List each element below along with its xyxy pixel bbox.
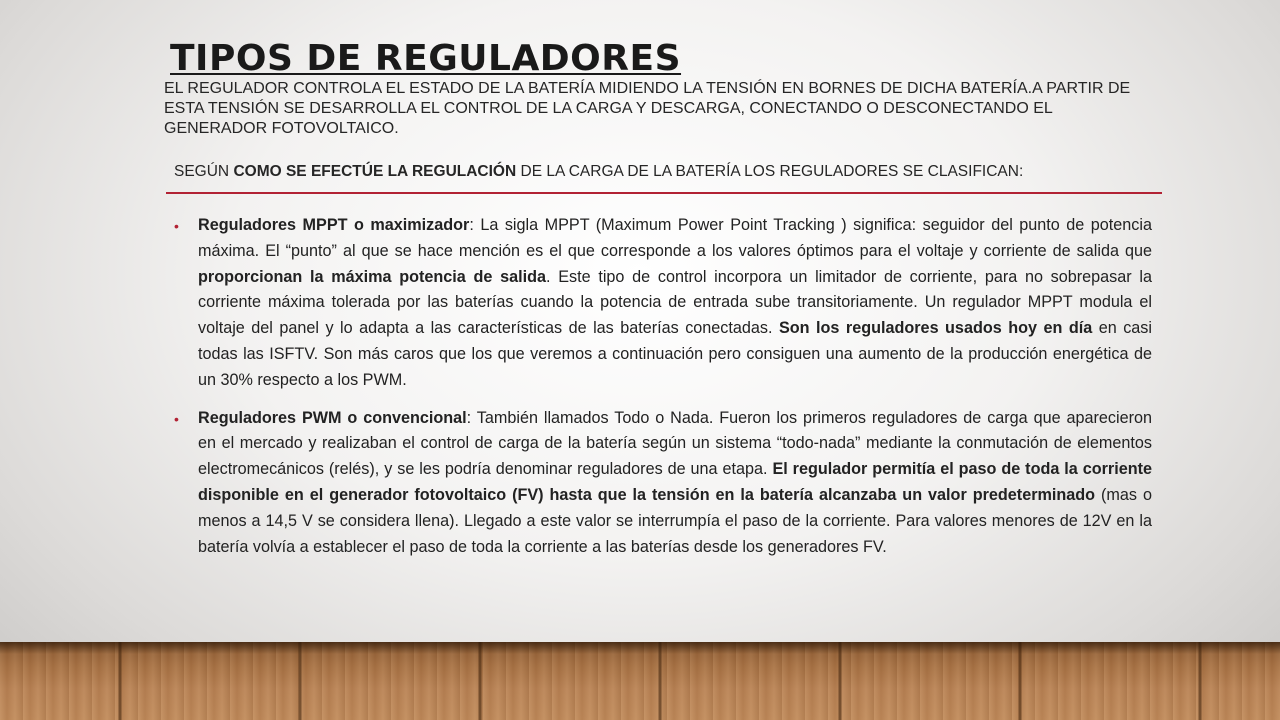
- classification-prefix: SEGÚN: [174, 163, 234, 180]
- text-run: : También llamados Todo o Nada. Fueron los primeros reguladores de carga que aparecieron en el mercado y realizaban el control de carga de la batería según un sistema “todo-nada” mediante la conmutación de elementos electromecánicos (relés), y se les podría denominar reguladores de una etapa.: [198, 408, 1152, 479]
- floor-shadow: [0, 642, 1280, 654]
- slide-title: TIPOS DE REGULADORES: [170, 38, 682, 79]
- dot-bullet-icon: •: [174, 218, 179, 234]
- dot-bullet-icon: •: [174, 410, 179, 427]
- bullet-item-mppt: [170, 213, 1152, 394]
- bold-text-run: Reguladores PWM o convencional: [198, 408, 467, 427]
- slide-subtitle: EL REGULADOR CONTROLA EL ESTADO DE LA BATERÍA MIDIENDO LA TENSIÓN EN BORNES DE DICHA BATERÍA.A PARTIR DE ESTA TENSIÓN SE DESARROLLA EL CONTROL DE LA CARGA Y DESCARGA, CONECTANDO O DESCONECTANDO EL GENERADOR FOTOVOLTAICO.: [164, 80, 1131, 137]
- text-run: (mas o menos a 14,5 V se considera llena). Llegado a este valor se interrumpía el paso de la corriente. Para valores menores de 12V en la batería volvía a establecer el paso de toda la corriente a las baterías desde los generadores FV.: [198, 485, 1152, 556]
- wood-floor: [0, 642, 1280, 720]
- text-run: : La sigla MPPT (Maximum Power Point Tracking ) significa: seguidor del punto de potencia máxima. El “punto” al que se hace mención es el que corresponde a los valores óptimos para el voltaje y corriente de salida que: [198, 216, 1152, 260]
- bullet-list: [170, 213, 1152, 572]
- classification-line: [174, 162, 1164, 182]
- classification-bold: COMO SE EFECTÚE LA REGULACIÓN: [233, 163, 517, 180]
- text-run: . Este tipo de control incorpora un limitador de corriente, para no sobrepasar la corriente máxima tolerada por las baterías cuando la potencia de entrada sube transitoriamente. Un regulador MPPT modula el voltaje del panel y lo adapta a las características de las baterías conectadas.: [198, 267, 1152, 338]
- bullet-paragraph: [198, 213, 1152, 394]
- bullet-item-pwm: [170, 406, 1152, 561]
- text-run: en casi todas las ISFTV. Son más caros que los que veremos a continuación pero consiguen una aumento de la producción energética de un 30% respecto a los PWM.: [198, 319, 1152, 389]
- classification-suffix: DE LA CARGA DE LA BATERÍA LOS REGULADORES SE CLASIFICAN:: [516, 163, 1024, 180]
- bullet-paragraph: [198, 406, 1152, 561]
- bold-text-run: Reguladores MPPT o maximizador: [198, 216, 470, 234]
- bold-text-run: proporcionan la máxima potencia de salida: [198, 267, 547, 286]
- bold-text-run: Son los reguladores usados hoy en día: [778, 319, 1093, 338]
- bold-text-run: El regulador permitía el paso de toda la corriente disponible en el generador fotovoltaico (FV) hasta que la tensión en la batería alcanzaba un valor predeterminado: [198, 460, 1153, 504]
- title-divider: [166, 192, 1162, 194]
